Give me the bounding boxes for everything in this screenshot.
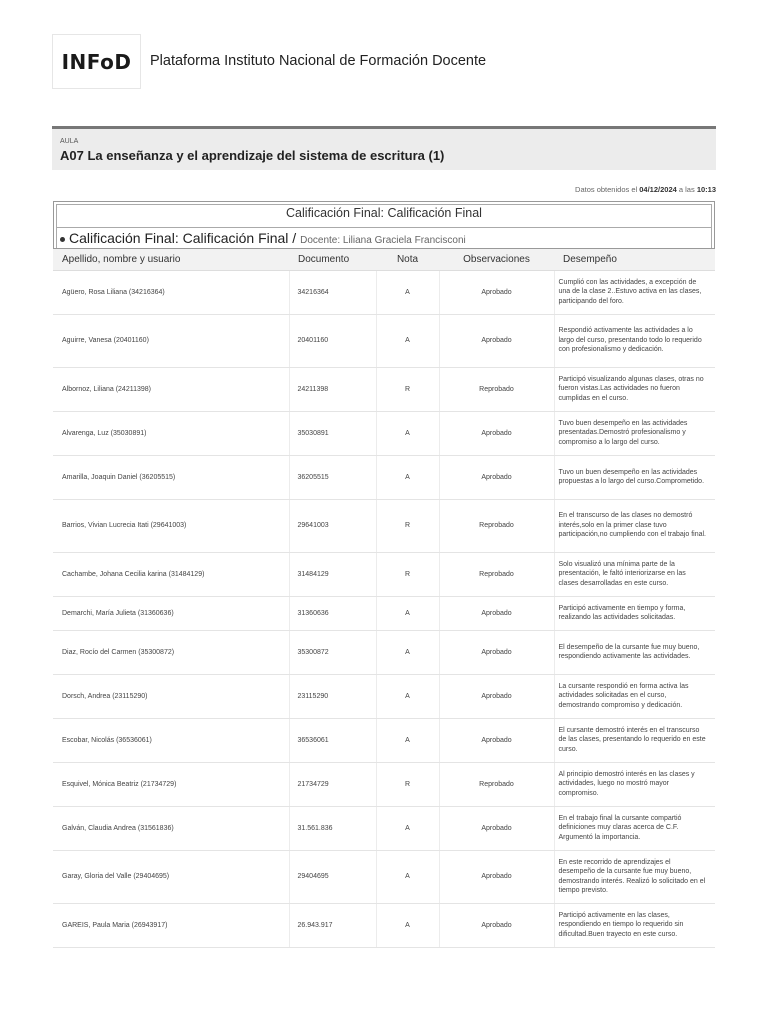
cell-document: 36536061 [289, 718, 376, 762]
table-row [53, 596, 715, 630]
cell-student-name: Albornoz, Liliana (24211398) [53, 367, 289, 411]
cell-grade: R [376, 762, 439, 806]
cell-grade: A [376, 806, 439, 850]
grade-subheading-text: Calificación Final: Calificación Final [69, 230, 289, 246]
cell-student-name: Amarilla, Joaquin Daniel (36205515) [53, 455, 289, 499]
cell-student-name: Escobar, Nicolás (36536061) [53, 718, 289, 762]
cell-grade: A [376, 630, 439, 674]
cell-grade: A [376, 903, 439, 947]
cell-student-name: Demarchi, María Julieta (31360636) [53, 596, 289, 630]
subheading-separator: / [288, 230, 297, 246]
cell-performance: El desempeño de la cursante fue muy bueno, respondiendo activamente las actividades. [554, 630, 715, 674]
table-row [53, 552, 715, 596]
cell-observations: Aprobado [439, 806, 554, 850]
table-row [53, 314, 715, 367]
table-row [53, 270, 715, 314]
cell-observations: Aprobado [439, 270, 554, 314]
cell-performance: Participó activamente en las clases, respondiendo en tiempo lo requerido sin dificultad.Buen trayecto en este curso. [554, 903, 715, 947]
cell-document: 31484129 [289, 552, 376, 596]
cell-document: 23115290 [289, 674, 376, 718]
cell-observations: Reprobado [439, 552, 554, 596]
cell-student-name: Dorsch, Andrea (23115290) [53, 674, 289, 718]
cell-student-name: Galván, Claudia Andrea (31561836) [53, 806, 289, 850]
cell-observations: Aprobado [439, 411, 554, 455]
cell-grade: A [376, 596, 439, 630]
cell-performance: En este recorrido de aprendizajes el desempeño de la cursante fue muy bueno, demostrando interés. Realizó lo solicitado en el tiempo previsto. [554, 850, 715, 903]
cell-grade: R [376, 552, 439, 596]
cell-document: 31360636 [289, 596, 376, 630]
table-row [53, 455, 715, 499]
logo-text: INFoD [61, 49, 132, 74]
cell-student-name: Agüero, Rosa Liliana (34216364) [53, 270, 289, 314]
cell-student-name: GAREIS, Paula Maria (26943917) [53, 903, 289, 947]
table-row [53, 762, 715, 806]
column-header-performance: Desempeño [554, 249, 715, 270]
column-header-grade: Nota [376, 249, 439, 270]
grade-header-inner [56, 204, 712, 248]
grades-table [53, 249, 715, 948]
cell-performance: Tuvo buen desempeño en las actividades presentadas.Demostró profesionalismo y compromiso a lo largo del curso. [554, 411, 715, 455]
cell-performance: En el trabajo final la cursante compartió definiciones muy claras acerca de C.F. Argumentó la importancia. [554, 806, 715, 850]
cell-document: 21734729 [289, 762, 376, 806]
cell-document: 31.561.836 [289, 806, 376, 850]
column-header-name: Apellido, nombre y usuario [53, 249, 289, 270]
cell-performance: Solo visualizó una mínima parte de la presentación, le faltó interiorizarse en las clases desarrolladas en este curso. [554, 552, 715, 596]
table-row [53, 411, 715, 455]
cell-student-name: Diaz, Rocío del Carmen (35300872) [53, 630, 289, 674]
cell-grade: A [376, 674, 439, 718]
column-header-document: Documento [289, 249, 376, 270]
obtained-middle: a las [676, 185, 697, 194]
cell-document: 35300872 [289, 630, 376, 674]
cell-observations: Aprobado [439, 850, 554, 903]
course-header [52, 126, 716, 170]
cell-observations: Aprobado [439, 718, 554, 762]
table-header-row [53, 249, 715, 270]
cell-student-name: Aguirre, Vanesa (20401160) [53, 314, 289, 367]
table-row [53, 674, 715, 718]
cell-grade: R [376, 367, 439, 411]
grade-section-header [53, 201, 715, 249]
cell-document: 24211398 [289, 367, 376, 411]
cell-grade: A [376, 411, 439, 455]
cell-performance: Participó activamente en tiempo y forma, realizando las actividades solicitadas. [554, 596, 715, 630]
cell-observations: Aprobado [439, 455, 554, 499]
table-row [53, 850, 715, 903]
cell-performance: Tuvo un buen desempeño en las actividades propuestas a lo largo del curso.Comprometido. [554, 455, 715, 499]
data-obtained-timestamp [575, 185, 716, 194]
cell-grade: A [376, 850, 439, 903]
cell-document: 29641003 [289, 499, 376, 552]
cell-document: 36205515 [289, 455, 376, 499]
cell-student-name: Alvarenga, Luz (35030891) [53, 411, 289, 455]
cell-performance: Al principio demostró interés en las clases y actividades, luego no mostró mayor compromiso. [554, 762, 715, 806]
table-row [53, 806, 715, 850]
cell-observations: Aprobado [439, 314, 554, 367]
teacher-name: Docente: Liliana Graciela Francisconi [300, 235, 466, 246]
table-row [53, 903, 715, 947]
platform-title: Plataforma Instituto Nacional de Formación Docente [150, 53, 487, 69]
cell-performance: La cursante respondió en forma activa las actividades solicitadas en el curso, demostrando compromiso y dedicación. [554, 674, 715, 718]
cell-grade: A [376, 314, 439, 367]
table-row [53, 630, 715, 674]
grade-subheading [69, 230, 466, 246]
cell-performance: Cumplió con las actividades, a excepción de una de la clase 2..Estuvo activa en las clases, participando del foro. [554, 270, 715, 314]
infod-logo [52, 34, 141, 89]
cell-document: 29404695 [289, 850, 376, 903]
table-row [53, 718, 715, 762]
grade-subheading-row [57, 227, 711, 250]
course-title: A07 La enseñanza y el aprendizaje del sistema de escritura (1) [60, 148, 445, 163]
table-row [53, 499, 715, 552]
cell-grade: A [376, 270, 439, 314]
cell-observations: Reprobado [439, 762, 554, 806]
aula-label: AULA [60, 138, 79, 145]
cell-observations: Aprobado [439, 903, 554, 947]
obtained-date: 04/12/2024 [639, 185, 677, 194]
cell-performance: Respondió activamente las actividades a lo largo del curso, presentando todo lo requerido con profesionalismo y dedicación. [554, 314, 715, 367]
obtained-time: 10:13 [696, 185, 716, 194]
cell-observations: Aprobado [439, 596, 554, 630]
cell-performance: En el transcurso de las clases no demostró interés,solo en la primer clase tuvo participación,no cumpliendo con el trabajo final. [554, 499, 715, 552]
cell-observations: Reprobado [439, 499, 554, 552]
cell-student-name: Garay, Gloria del Valle (29404695) [53, 850, 289, 903]
cell-student-name: Barrios, Vivian Lucrecia Itati (29641003) [53, 499, 289, 552]
cell-observations: Aprobado [439, 674, 554, 718]
cell-student-name: Cachambe, Johana Cecilia karina (31484129) [53, 552, 289, 596]
cell-document: 34216364 [289, 270, 376, 314]
cell-document: 26.943.917 [289, 903, 376, 947]
obtained-prefix: Datos obtenidos el [575, 185, 640, 194]
cell-student-name: Esquivel, Mónica Beatriz (21734729) [53, 762, 289, 806]
cell-observations: Aprobado [439, 630, 554, 674]
cell-document: 35030891 [289, 411, 376, 455]
column-header-observations: Observaciones [439, 249, 554, 270]
cell-observations: Reprobado [439, 367, 554, 411]
table-row [53, 367, 715, 411]
cell-grade: A [376, 718, 439, 762]
cell-grade: A [376, 455, 439, 499]
bullet-icon [60, 237, 65, 242]
cell-performance: Participó visualizando algunas clases, otras no fueron vistas.Las actividades no fueron cumplidas en el curso. [554, 367, 715, 411]
cell-performance: El cursante demostró interés en el transcurso de las clases, presentando lo requerido en este curso. [554, 718, 715, 762]
cell-document: 20401160 [289, 314, 376, 367]
grade-heading: Calificación Final: Calificación Final [286, 206, 482, 220]
cell-grade: R [376, 499, 439, 552]
